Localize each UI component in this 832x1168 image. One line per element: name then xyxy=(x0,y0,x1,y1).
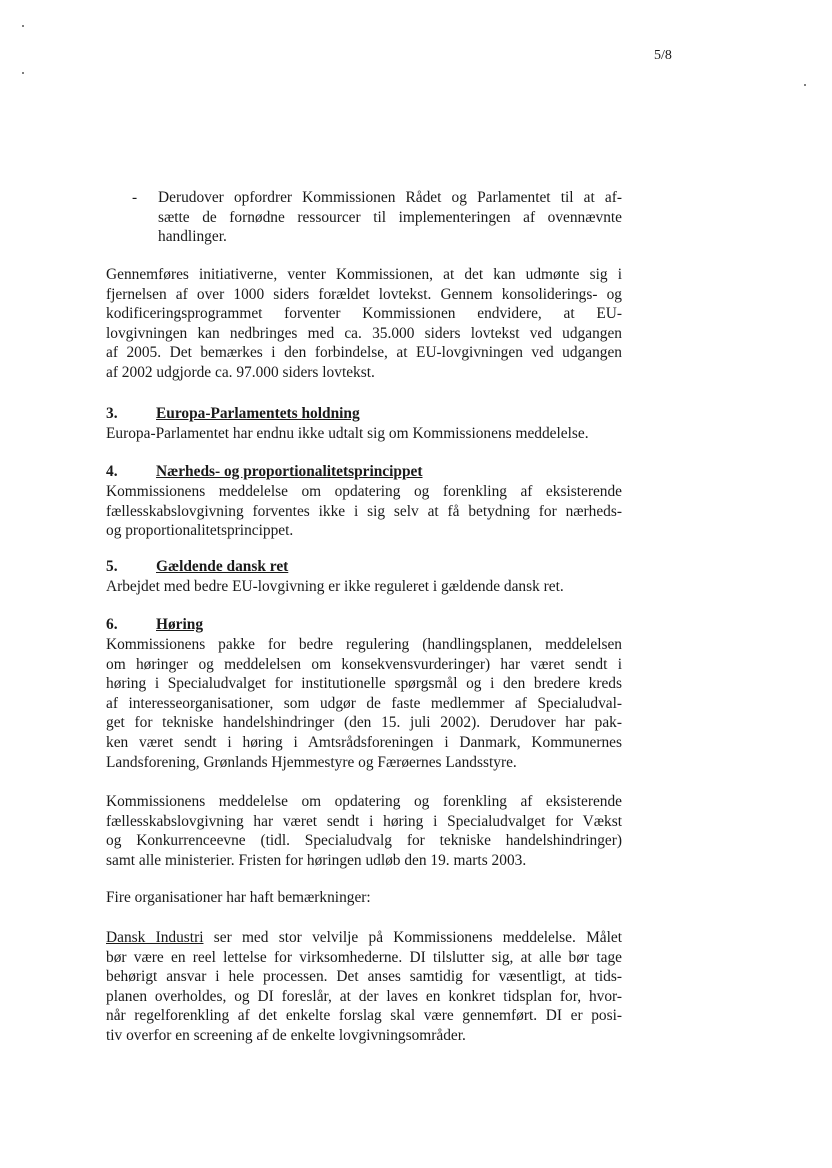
bullet-item xyxy=(158,188,622,247)
section-title: Nærheds- og proportionalitetsprincippet xyxy=(156,463,423,480)
remarks-intro xyxy=(106,888,622,908)
text-line: af 2005. Det bemærkes i den forbindelse, at EU-lovgivningen ved udgangen xyxy=(106,344,622,362)
section-heading xyxy=(106,462,423,482)
section-body xyxy=(106,577,622,597)
page-number: 5/8 xyxy=(654,48,672,63)
text-line: planen overholdes, og DI foreslår, at der laves en konkret tidsplan for, hvor- xyxy=(106,987,622,1005)
text-line: Fire organisationer har haft bemærkninger: xyxy=(106,889,371,906)
text-line: ken været sendt i høring i Amtsrådsforeningen i Danmark, Kommunernes xyxy=(106,733,622,751)
text-line: lovgivningen kan nedbringes med ca. 35.000 siders lovtekst ved udgangen xyxy=(106,324,622,342)
text-line: fællesskabslovgivning forventes ikke i sig selv at få betydning for nærheds- xyxy=(106,502,622,520)
scan-speck xyxy=(22,25,24,27)
di-paragraph xyxy=(106,928,622,1046)
hearing-paragraph xyxy=(106,792,622,870)
text-line xyxy=(106,928,622,948)
bullet-dash: - xyxy=(132,189,138,206)
section-number: 3. xyxy=(106,405,118,422)
text-line: bør være en reel lettelse for virksomhederne. DI tilslutter sig, at alle bør tage xyxy=(106,948,622,966)
text-line: af interesseorganisationer, som udgør de faste medlemmer af Specialudval- xyxy=(106,694,622,712)
text-fragment: ser med stor velvilje på Kommissionens meddelelse. Målet xyxy=(203,929,622,946)
section-heading xyxy=(106,615,203,635)
section-body xyxy=(106,635,622,772)
text-line: når regelforenkling af det enkelte forslag skal være gennemført. DI er posi- xyxy=(106,1007,622,1025)
text-line: handlinger. xyxy=(158,228,227,246)
text-line: tiv overfor en screening af de enkelte lovgivningsområder. xyxy=(106,1026,466,1044)
text-line: Kommissionens meddelelse om opdatering og forenkling af eksisterende xyxy=(106,483,622,500)
section-heading xyxy=(106,557,288,577)
section-body xyxy=(106,482,622,541)
text-line: kodificeringsprogrammet forventer Kommissionen endvidere, at EU- xyxy=(106,305,622,323)
section-number: 5. xyxy=(106,558,118,575)
text-line: Arbejdet med bedre EU-lovgivning er ikke reguleret i gældende dansk ret. xyxy=(106,578,564,595)
text-line: samt alle ministerier. Fristen for høringen udløb den 19. marts 2003. xyxy=(106,851,527,869)
intro-paragraph xyxy=(106,265,622,383)
scan-speck xyxy=(804,84,806,86)
text-line: Landsforening, Grønlands Hjemmestyre og Færøernes Landsstyre. xyxy=(106,753,517,771)
section-heading xyxy=(106,404,360,424)
text-line: høring i Specialudvalget for institutionelle spørgsmål og i den bredere kreds xyxy=(106,675,622,693)
section-number: 6. xyxy=(106,616,118,633)
text-line: Kommissionens meddelelse om opdatering og forenkling af eksisterende xyxy=(106,793,622,810)
section-title: Høring xyxy=(156,616,204,633)
section-body xyxy=(106,424,622,444)
text-line: om høringer og meddelelsen om konsekvensvurderinger) har været sendt i xyxy=(106,655,622,673)
scan-speck xyxy=(22,72,24,74)
text-line: sætte de fornødne ressourcer til implementeringen af ovennævnte xyxy=(158,208,622,226)
text-line: behørigt ansvar i hele processen. Det anses samtidig for væsentligt, at tids- xyxy=(106,968,622,986)
text-line: get for tekniske handelshindringer (den 15. juli 2002). Derudover har pak- xyxy=(106,714,622,732)
text-line: fællesskabslovgivning har været sendt i høring i Specialudvalget for Vækst xyxy=(106,812,622,830)
text-line: Europa-Parlamentet har endnu ikke udtalt sig om Kommissionens meddelelse. xyxy=(106,425,589,442)
text-line: og proportionalitetsprincippet. xyxy=(106,522,294,540)
section-number: 4. xyxy=(106,463,118,480)
text-line: Derudover opfordrer Kommissionen Rådet og Parlamentet til at af- xyxy=(158,189,622,206)
text-line: Kommissionens pakke for bedre regulering (handlingsplanen, meddelelsen xyxy=(106,636,622,653)
text-line: fjernelsen af over 1000 siders forældet lovtekst. Gennem konsoliderings- og xyxy=(106,285,622,303)
section-title: Gældende dansk ret xyxy=(156,558,289,575)
text-line: af 2002 udgjorde ca. 97.000 siders lovtekst. xyxy=(106,363,375,381)
organisation-name: Dansk Industri xyxy=(106,929,204,946)
text-line: Gennemføres initiativerne, venter Kommissionen, at det kan udmønte sig i xyxy=(106,266,622,283)
text-line: og Konkurrenceevne (tidl. Specialudvalg for tekniske handelshindringer) xyxy=(106,832,622,850)
section-title: Europa-Parlamentets holdning xyxy=(156,405,360,422)
